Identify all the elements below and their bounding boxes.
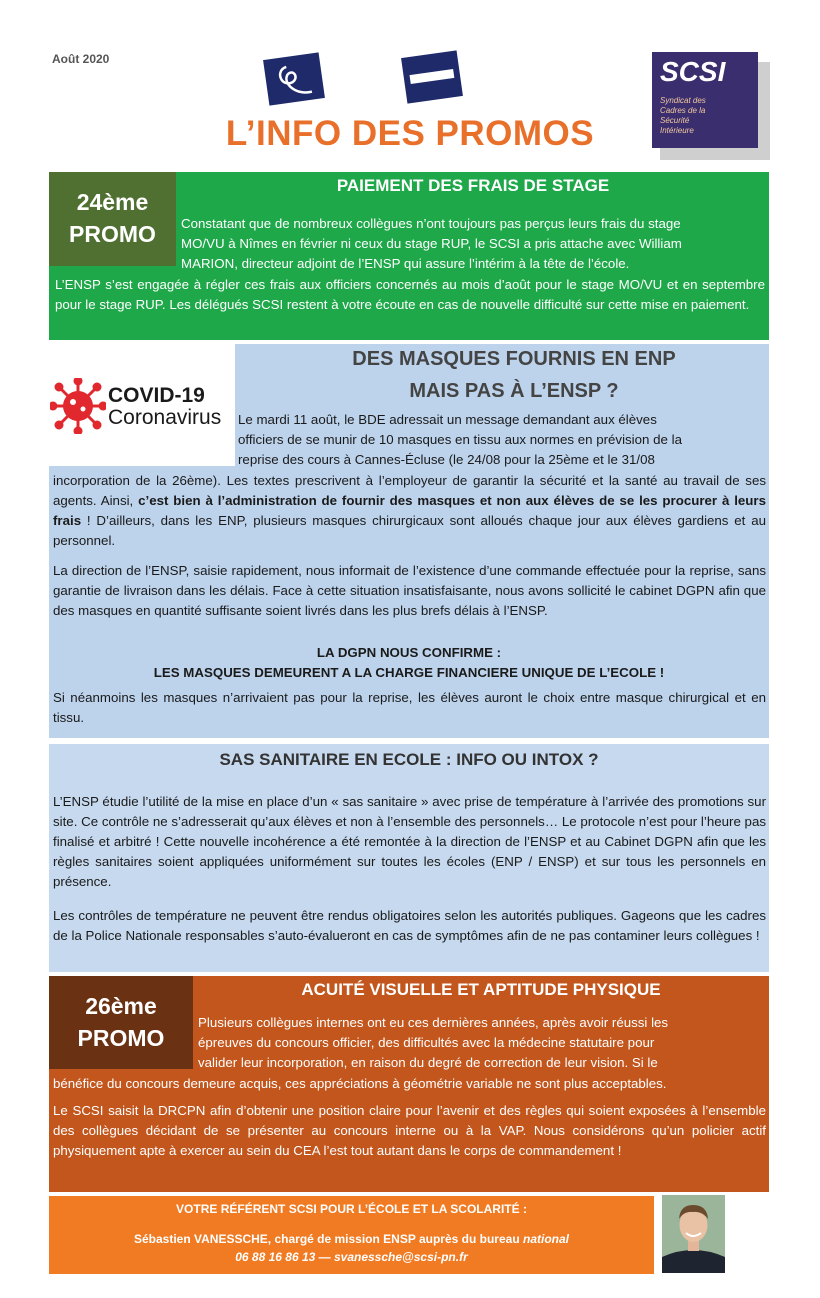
scsi-logo (652, 52, 758, 148)
section-paragraph: Si néanmoins les masques n’arrivaient pas pour la reprise, les élèves auront le choix entre masque chirurgical et en tissu. (53, 690, 766, 725)
referent-box (49, 1196, 654, 1274)
section-heading: MAIS PAS À L’ENSP ? (409, 380, 619, 402)
referent-name: Sébastien VANESSCHE, chargé de mission ENSP auprès du bureau national (133, 1232, 570, 1246)
section-heading: DES MASQUES FOURNIS EN ENP (352, 348, 676, 370)
section-paragraph: incorporation de la 26ème). Les textes prescrivent à l’employeur de garantir la sécurité et la santé au travail de ses agents. Ainsi, c’est bien à l’administration de fournir des masques et non aux élèves de se les procurer à leurs frais ! D’ailleurs, dans les ENP, plusieurs masques chirurgicaux sont alloués chaque jour aux élèves gardiens et au personnel. (53, 473, 766, 548)
section-paragraph: Constatant que de nombreux collègues n’ont toujours pas perçus leurs frais du stage MO/VU à Nîmes en février ni ceux du stage RUP, le SCSI a pris attache avec William MARION, directeur adjoint de l’ENSP qui assure l’intérim à la tête de l’école. (181, 216, 682, 271)
section-paragraph: La direction de l’ENSP, saisie rapidement, nous informait de l’existence d’une commande effectuée pour la reprise, sans garantie de livraison dans les délais. Face à cette situation insatisfaisante, nous avons sollicité le cabinet DGPN afin que des masques en quantité suffisante soient livrés dans les plus brefs délais à l’ENSP. (53, 563, 766, 618)
issue-date: Août 2020 (52, 52, 110, 66)
referent-contact: 06 88 16 86 13 — svanessche@scsi-pn.fr (235, 1250, 468, 1264)
section-paragraph: Le SCSI saisit la DRCPN afin d’obtenir une position claire pour l’avenir et des règles qui soient exposées à l’ensemble des collègues décidant de se présenter au concours interne ou à la VAP. Nous considérons qu’un policier actif physiquement apte à exercer au sein du CEA l’est tout autant dans le corps de commandement ! (53, 1103, 766, 1158)
section-paragraph: Le mardi 11 août, le BDE adressait un message demandant aux élèves officiers de se munir de 10 masques en tissu aux normes en prévision de la reprise des cours à Cannes-Écluse (le 24/08 pour la 25ème et le 31/08 (238, 412, 682, 467)
covid-label: COVID-19 Coronavirus (108, 384, 222, 429)
section-heading: ACUITÉ VISUELLE ET APTITUDE PHYSIQUE (301, 980, 661, 999)
section-paragraph: bénéfice du concours demeure acquis, ces appréciations à géométrie variable ne sont plus acceptables. (53, 1076, 667, 1091)
promo-badge-24: 24ème PROMO (49, 172, 176, 266)
page-title: L’INFO DES PROMOS (225, 114, 595, 153)
section-paragraph: L’ENSP s’est engagée à régler ces frais aux officiers concernés au mois d’août pour le stage MO/VU et en septembre pour le stage RUP. Les délégués SCSI restent à votre écoute en cas de nouvelle difficulté sur cette mise en paiement. (55, 277, 765, 312)
referent-photo (662, 1195, 725, 1273)
section-heading: SAS SANITAIRE EN ECOLE : INFO OU INTOX ? (219, 750, 599, 769)
minus-badge-icon (401, 50, 463, 103)
section-paragraph: Les contrôles de température ne peuvent être rendus obligatoires selon les autorités publiques. Gageons que les cadres de la Police Nationale responsables s’auto-évalueront en cas de symptômes afin de ne pas contaminer leurs collègues ! (53, 908, 766, 943)
promo-ribbon-icon (263, 52, 325, 105)
confirmation-line: LES MASQUES DEMEURENT A LA CHARGE FINANCIERE UNIQUE DE L’ECOLE ! (153, 665, 665, 680)
logo-name: SCSI (660, 56, 726, 87)
section-paragraph: L’ENSP étudie l’utilité de la mise en place d’un « sas sanitaire » avec prise de température à l’arrivée des promotions sur site. Ce contrôle ne s’adresserait qu’aux élèves et non à l’ensemble des personnels… Le protocole n’est pour l’heure pas finalisé et arbitré ! Cette nouvelle incohérence a été remontée à la direction de l’ENSP et au Cabinet DGPN afin que les règles sanitaires soient appliquées uniformément sur toutes les écoles (ENP / ENSP) et sur tous les personnels en présence. (53, 794, 766, 889)
confirmation-line: LA DGPN NOUS CONFIRME : (316, 645, 502, 660)
logo-subtitle: Syndicat des Cadres de la Sécurité Intérieure (660, 96, 706, 135)
referent-title: VOTRE RÉFÉRENT SCSI POUR L’ÉCOLE ET LA SCOLARITÉ : (176, 1202, 527, 1216)
section-paragraph: Plusieurs collègues internes ont eu ces dernières années, après avoir réussi les épreuves du concours officier, des difficultés avec la médecine statutaire pour valider leur incorporation, en raison du degré de correction de leur vision. Si le (198, 1015, 669, 1070)
promo-badge-26: 26ème PROMO (49, 976, 193, 1069)
section-heading: PAIEMENT DES FRAIS DE STAGE (336, 176, 610, 195)
virus-icon (50, 378, 106, 434)
